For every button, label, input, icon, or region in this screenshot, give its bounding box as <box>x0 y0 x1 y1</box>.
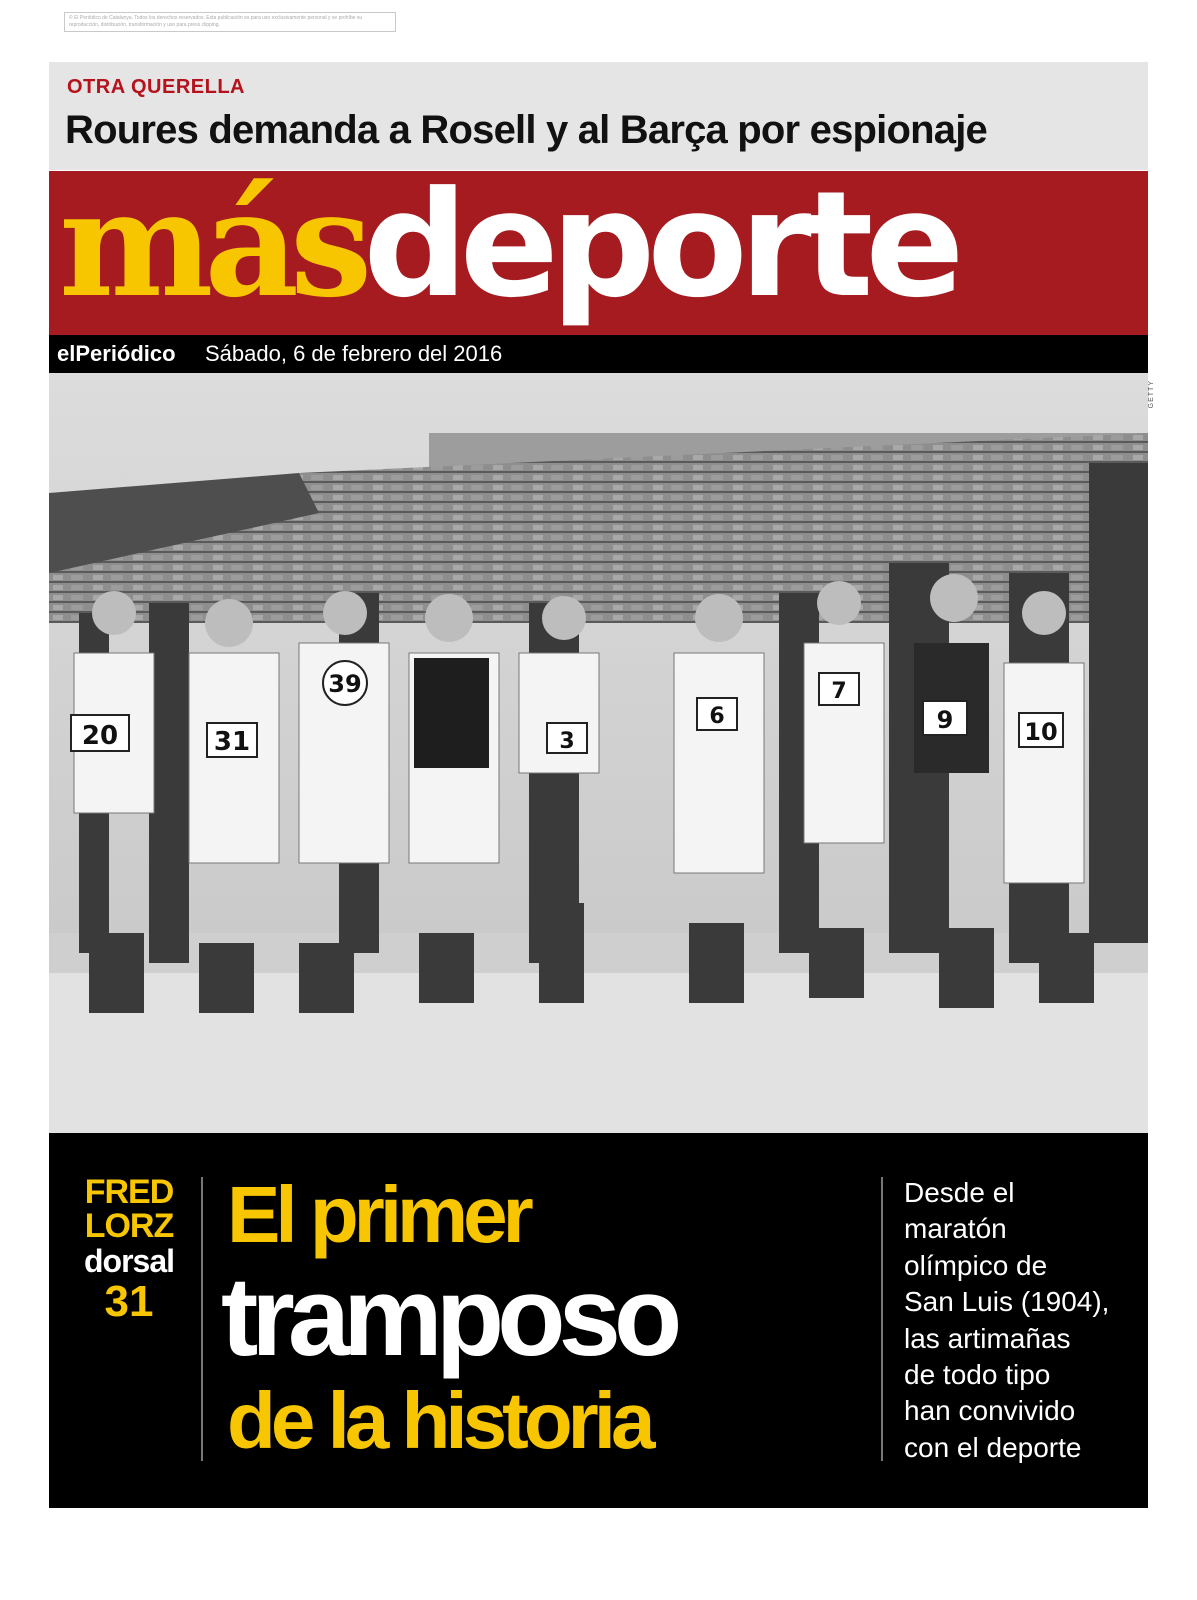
divider-right <box>881 1177 883 1461</box>
date-bar <box>49 335 1148 373</box>
bib-20: 20 <box>81 721 119 751</box>
bib-10: 10 <box>1024 718 1058 746</box>
deck-line: Desde el <box>904 1177 1015 1208</box>
deck-line: de todo tipo <box>904 1359 1051 1391</box>
feature-block[interactable] <box>49 1133 1148 1508</box>
deck-line: olímpico de <box>904 1249 1048 1281</box>
newspaper-brand: elPeriódico <box>57 341 176 366</box>
top-teaser[interactable] <box>49 62 1148 170</box>
masthead-logo <box>59 171 957 330</box>
bib-31: 31 <box>213 727 251 757</box>
copyright-notice: © El Periódico de Catalunya. Todos los derechos reservados. Esta publicación es para uso exclusivamente personal y se prohíbe su reproducción, distribución, transformación y uso para press clipping. <box>64 12 396 32</box>
deck-line: han convivido <box>904 1395 1076 1427</box>
issue-date: Sábado, 6 de febrero del 2016 <box>205 341 503 366</box>
bib-9: 9 <box>936 706 954 734</box>
masthead <box>49 171 1148 335</box>
deck-line: maratón <box>904 1213 1007 1245</box>
bib-3: 3 <box>559 729 575 754</box>
cover-photo <box>49 373 1148 1133</box>
bib-7: 7 <box>831 679 847 704</box>
dorsal-number: 31 <box>104 1277 154 1326</box>
deck-line: San Luis (1904), <box>904 1286 1110 1318</box>
runner-first-name: FRED <box>84 1173 174 1211</box>
teaser-headline[interactable]: Roures demanda a Rosell y al Barça por espionaje <box>65 108 987 152</box>
divider-left <box>201 1177 203 1461</box>
feature-deck <box>904 1175 1134 1466</box>
masthead-deporte: deporte <box>363 171 957 330</box>
feature-title-line2[interactable]: tramposo <box>221 1254 676 1379</box>
deck-line: las artimañas <box>904 1322 1071 1354</box>
bib-39: 39 <box>328 670 362 698</box>
teaser-kicker: OTRA QUERELLA <box>67 76 245 98</box>
deck-line: con el deporte <box>904 1431 1082 1463</box>
photo-credit: GETTY <box>1148 380 1155 409</box>
feature-title-line3[interactable]: de la historia <box>227 1376 651 1465</box>
dorsal-label: dorsal <box>83 1243 175 1279</box>
runner-tag <box>69 1175 189 1325</box>
runner-last-name: LORZ <box>84 1207 174 1245</box>
masthead-mas: más <box>59 171 364 330</box>
feature-title-line1[interactable]: El primer <box>227 1170 529 1259</box>
bib-6: 6 <box>709 704 725 729</box>
